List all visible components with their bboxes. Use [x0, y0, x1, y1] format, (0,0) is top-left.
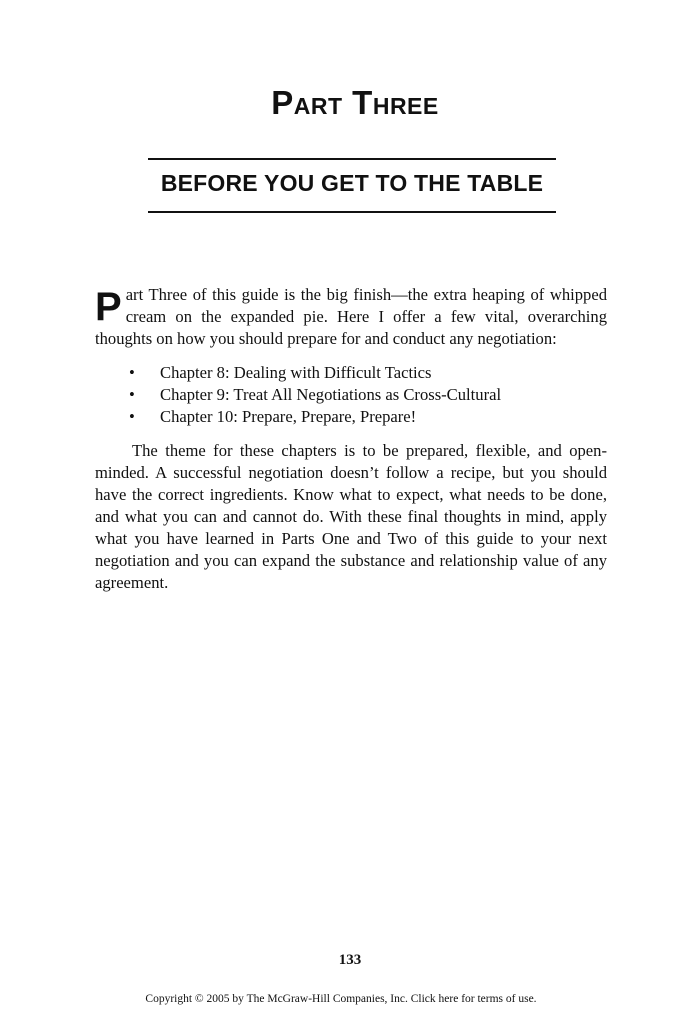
- list-item: [95, 384, 607, 406]
- body-content: [95, 284, 607, 594]
- list-item-text: Chapter 10: Prepare, Prepare, Prepare!: [160, 407, 417, 426]
- list-item: [95, 406, 607, 428]
- chapter-list: [95, 362, 607, 428]
- bullet-marker: •: [129, 385, 135, 404]
- intro-text: art Three of this guide is the big finish—the extra heaping of whipped cream on the expanded pie. Here I offer a few vital, overarching thoughts on how you should prepare for and conduct any negotiation:: [95, 285, 607, 348]
- part-subtitle: BEFORE YOU GET TO THE TABLE: [160, 170, 544, 196]
- list-item: [95, 362, 607, 384]
- title-rule-top: [148, 158, 556, 160]
- theme-paragraph: The theme for these chapters is to be prepared, flexible, and open-minded. A successful negotiation doesn’t follow a recipe, but you should have the correct ingredients. Know what to expect, what needs to be done, and what you can and cannot do. With these final thoughts in mind, apply what you have learned in Parts One and Two of this guide to your next negotiation and you can expand the substance and relationship value of any agreement.: [95, 441, 607, 592]
- drop-cap: P: [95, 285, 122, 329]
- list-item-text: Chapter 9: Treat All Negotiations as Cross-Cultural: [160, 385, 502, 404]
- part-title: Part Three: [271, 84, 439, 121]
- intro-paragraph: [95, 284, 607, 350]
- list-item-text: Chapter 8: Dealing with Difficult Tactics: [160, 363, 432, 382]
- bullet-marker: •: [129, 407, 135, 426]
- title-rule-bottom: [148, 211, 556, 213]
- page-number: 133: [338, 952, 362, 968]
- copyright-notice[interactable]: Copyright © 2005 by The McGraw-Hill Companies, Inc. Click here for terms of use.: [145, 993, 537, 1005]
- bullet-marker: •: [129, 363, 135, 382]
